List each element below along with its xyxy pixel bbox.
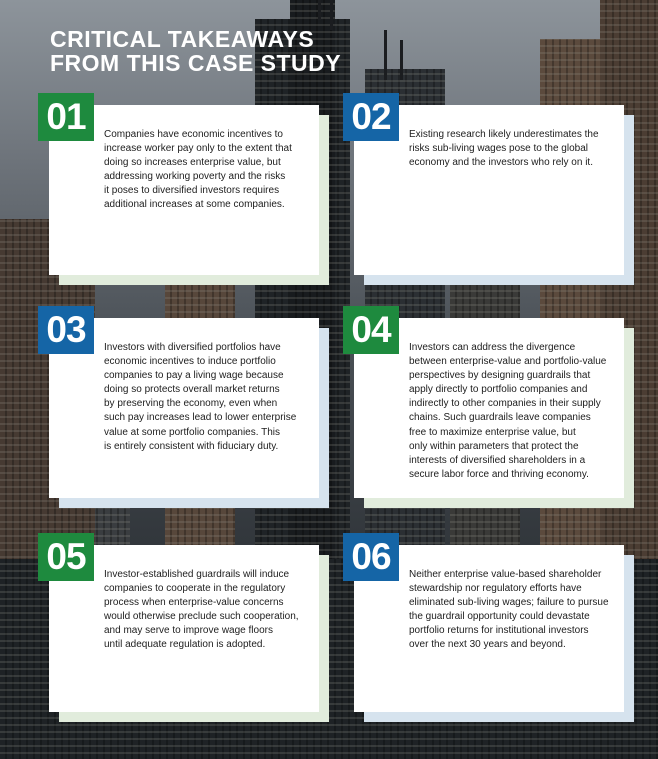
takeaway-number-badge: 02	[343, 93, 399, 141]
takeaway-number-badge: 01	[38, 93, 94, 141]
takeaway-card-03	[46, 309, 319, 498]
takeaway-number-badge: 03	[38, 306, 94, 354]
takeaway-number-badge: 05	[38, 533, 94, 581]
takeaway-text: Companies have economic incentives to increase worker pay only to the extent that doing so increases enterprise value, but addressing working poverty and the risks it poses to diversified investors requires additional increases at some companies.	[104, 129, 292, 211]
takeaway-text: Investors with diversified portfolios have economic incentives to induce portfolio companies to pay a living wage because doing so protects overall market returns by preserving the economy, even when such pay increases lead to lower enterprise value at some portfolio companies. This is entirely consistent with fiduciary duty.	[104, 342, 297, 452]
takeaway-number-badge: 04	[343, 306, 399, 354]
takeaway-card-06	[351, 536, 624, 712]
takeaway-card-05	[46, 536, 319, 712]
takeaway-card-01	[46, 96, 319, 275]
takeaway-card-04	[351, 309, 624, 498]
takeaway-text: Investor-established guardrails will induce companies to cooperate in the regulatory process when enterprise-value concerns would otherwise preclude such cooperation, and may serve to improve wage floors until adequate regulation is adopted.	[104, 569, 299, 651]
takeaway-text: Neither enterprise value-based shareholder stewardship nor regulatory efforts have eliminated sub-living wages; failure to pursue the guardrail opportunity could devastate portfolio returns for institutional investors over the next 30 years and beyond.	[409, 569, 609, 651]
takeaway-number-badge: 06	[343, 533, 399, 581]
page-title	[50, 27, 341, 75]
takeaway-text: Investors can address the divergence between enterprise-value and portfolio-value perspectives by designing guardrails that apply directly to portfolio companies and indirectly to other companies in their supply chains. Such guardrails leave companies free to maximize enterprise value, but only within parameters that protect the interests of diversified shareholders in a secure labor force and thriving economy.	[409, 342, 607, 480]
takeaway-card-02	[351, 96, 624, 275]
page-title-line-2: FROM THIS CASE STUDY	[50, 50, 342, 76]
page-title-line-1: CRITICAL TAKEAWAYS	[50, 26, 315, 52]
takeaway-text: Existing research likely underestimates the risks sub-living wages pose to the global economy and the investors who rely on it.	[409, 129, 599, 169]
